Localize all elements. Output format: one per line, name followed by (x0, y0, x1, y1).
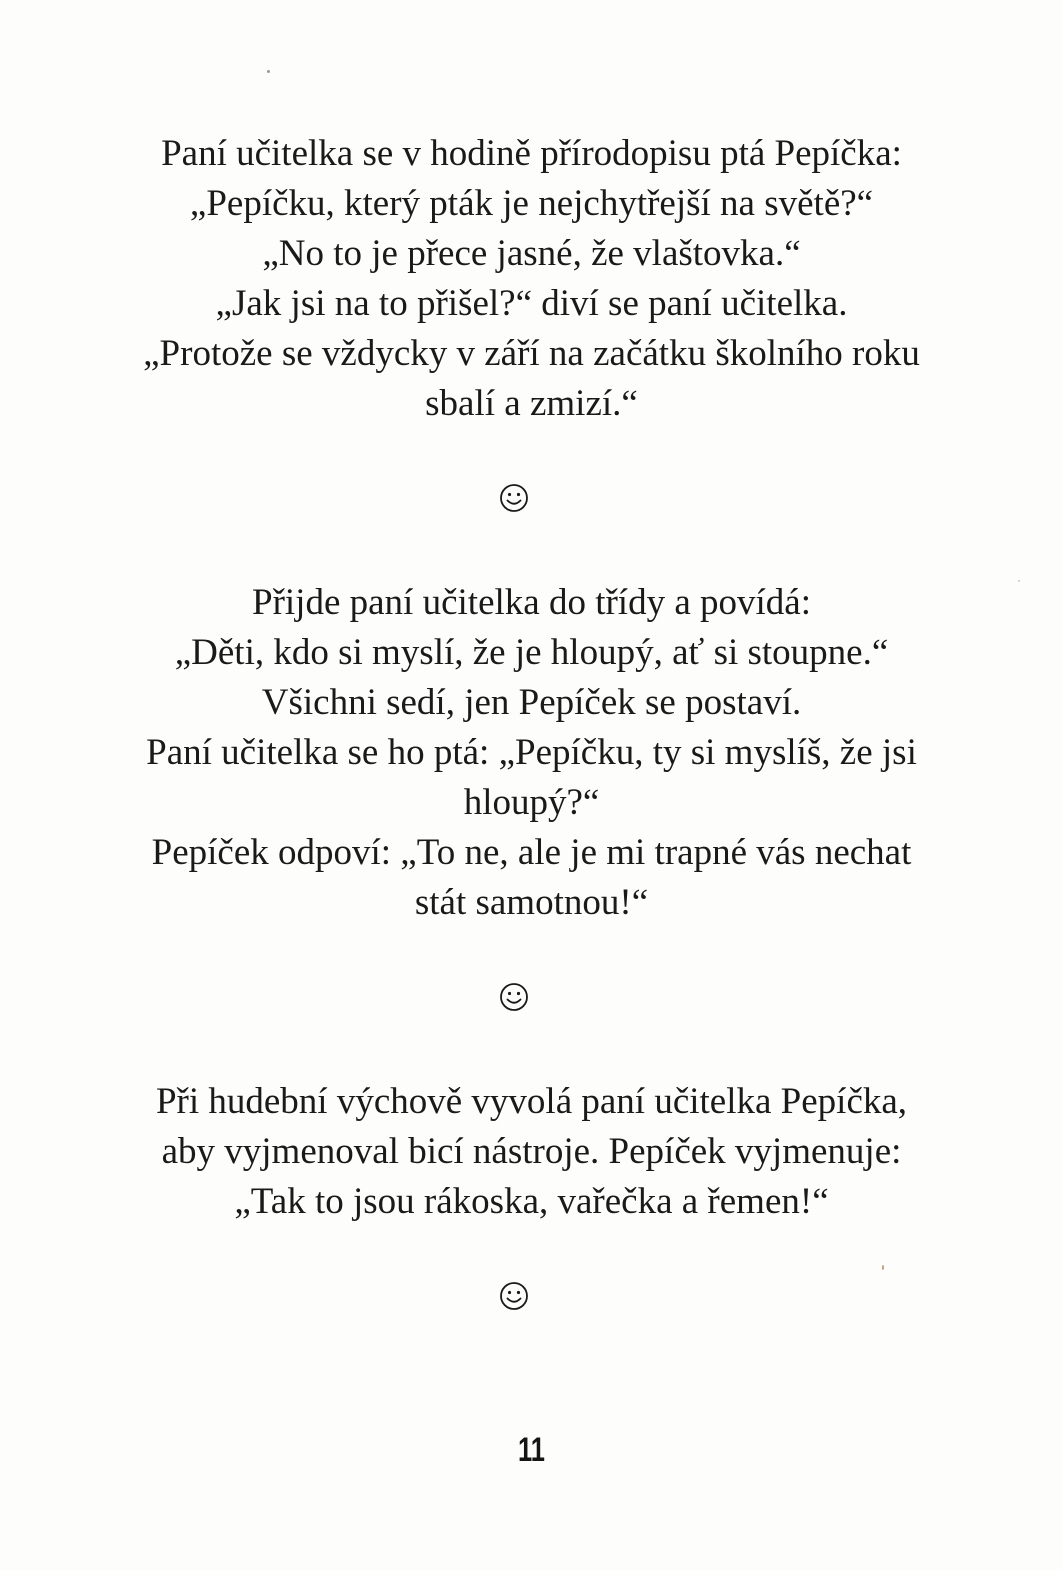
smiley-face-icon (499, 483, 529, 513)
joke-line: Pepíček odpoví: „To ne, ale je mi trapné vás nechat (151, 832, 912, 873)
joke-line: „Děti, kdo si myslí, že je hloupý, ať si stoupne.“ (174, 632, 889, 673)
joke-line: Přijde paní učitelka do třídy a povídá: (252, 582, 811, 623)
joke-line: hloupý?“ (463, 782, 600, 823)
joke-line: Paní učitelka se ho ptá: „Pepíčku, ty si myslíš, že jsi (146, 732, 917, 773)
joke-line: „Protože se vždycky v září na začátku školního roku (143, 333, 920, 374)
smiley-face-icon (499, 982, 529, 1012)
joke-line: sbalí a zmizí.“ (425, 383, 638, 424)
joke-line: „No to je přece jasné, že vlaštovka.“ (262, 233, 801, 274)
smiley-face-icon (499, 1281, 529, 1311)
scan-speck (882, 1265, 884, 1270)
scan-speck (1018, 580, 1020, 582)
joke-line: Při hudební výchově vyvolá paní učitelka Pepíčka, (155, 1081, 908, 1122)
scan-speck (267, 70, 270, 73)
joke-line: „Pepíčku, který pták je nejchytřejší na světě?“ (189, 183, 874, 224)
joke-line: Paní učitelka se v hodině přírodopisu ptá Pepíčka: (161, 133, 902, 174)
page-number: 11 (518, 1431, 545, 1469)
joke-3 (0, 1077, 1063, 1227)
joke-line: aby vyjmenoval bicí nástroje. Pepíček vyjmenuje: (161, 1131, 902, 1172)
joke-line: „Jak jsi na to přišel?“ diví se paní učitelka. (215, 283, 848, 324)
joke-2 (0, 578, 1063, 928)
joke-1 (0, 129, 1063, 429)
joke-line: „Tak to jsou rákoska, vařečka a řemen!“ (234, 1181, 829, 1222)
joke-line: stát samotnou!“ (414, 882, 649, 923)
joke-line: Všichni sedí, jen Pepíček se postaví. (261, 682, 802, 723)
